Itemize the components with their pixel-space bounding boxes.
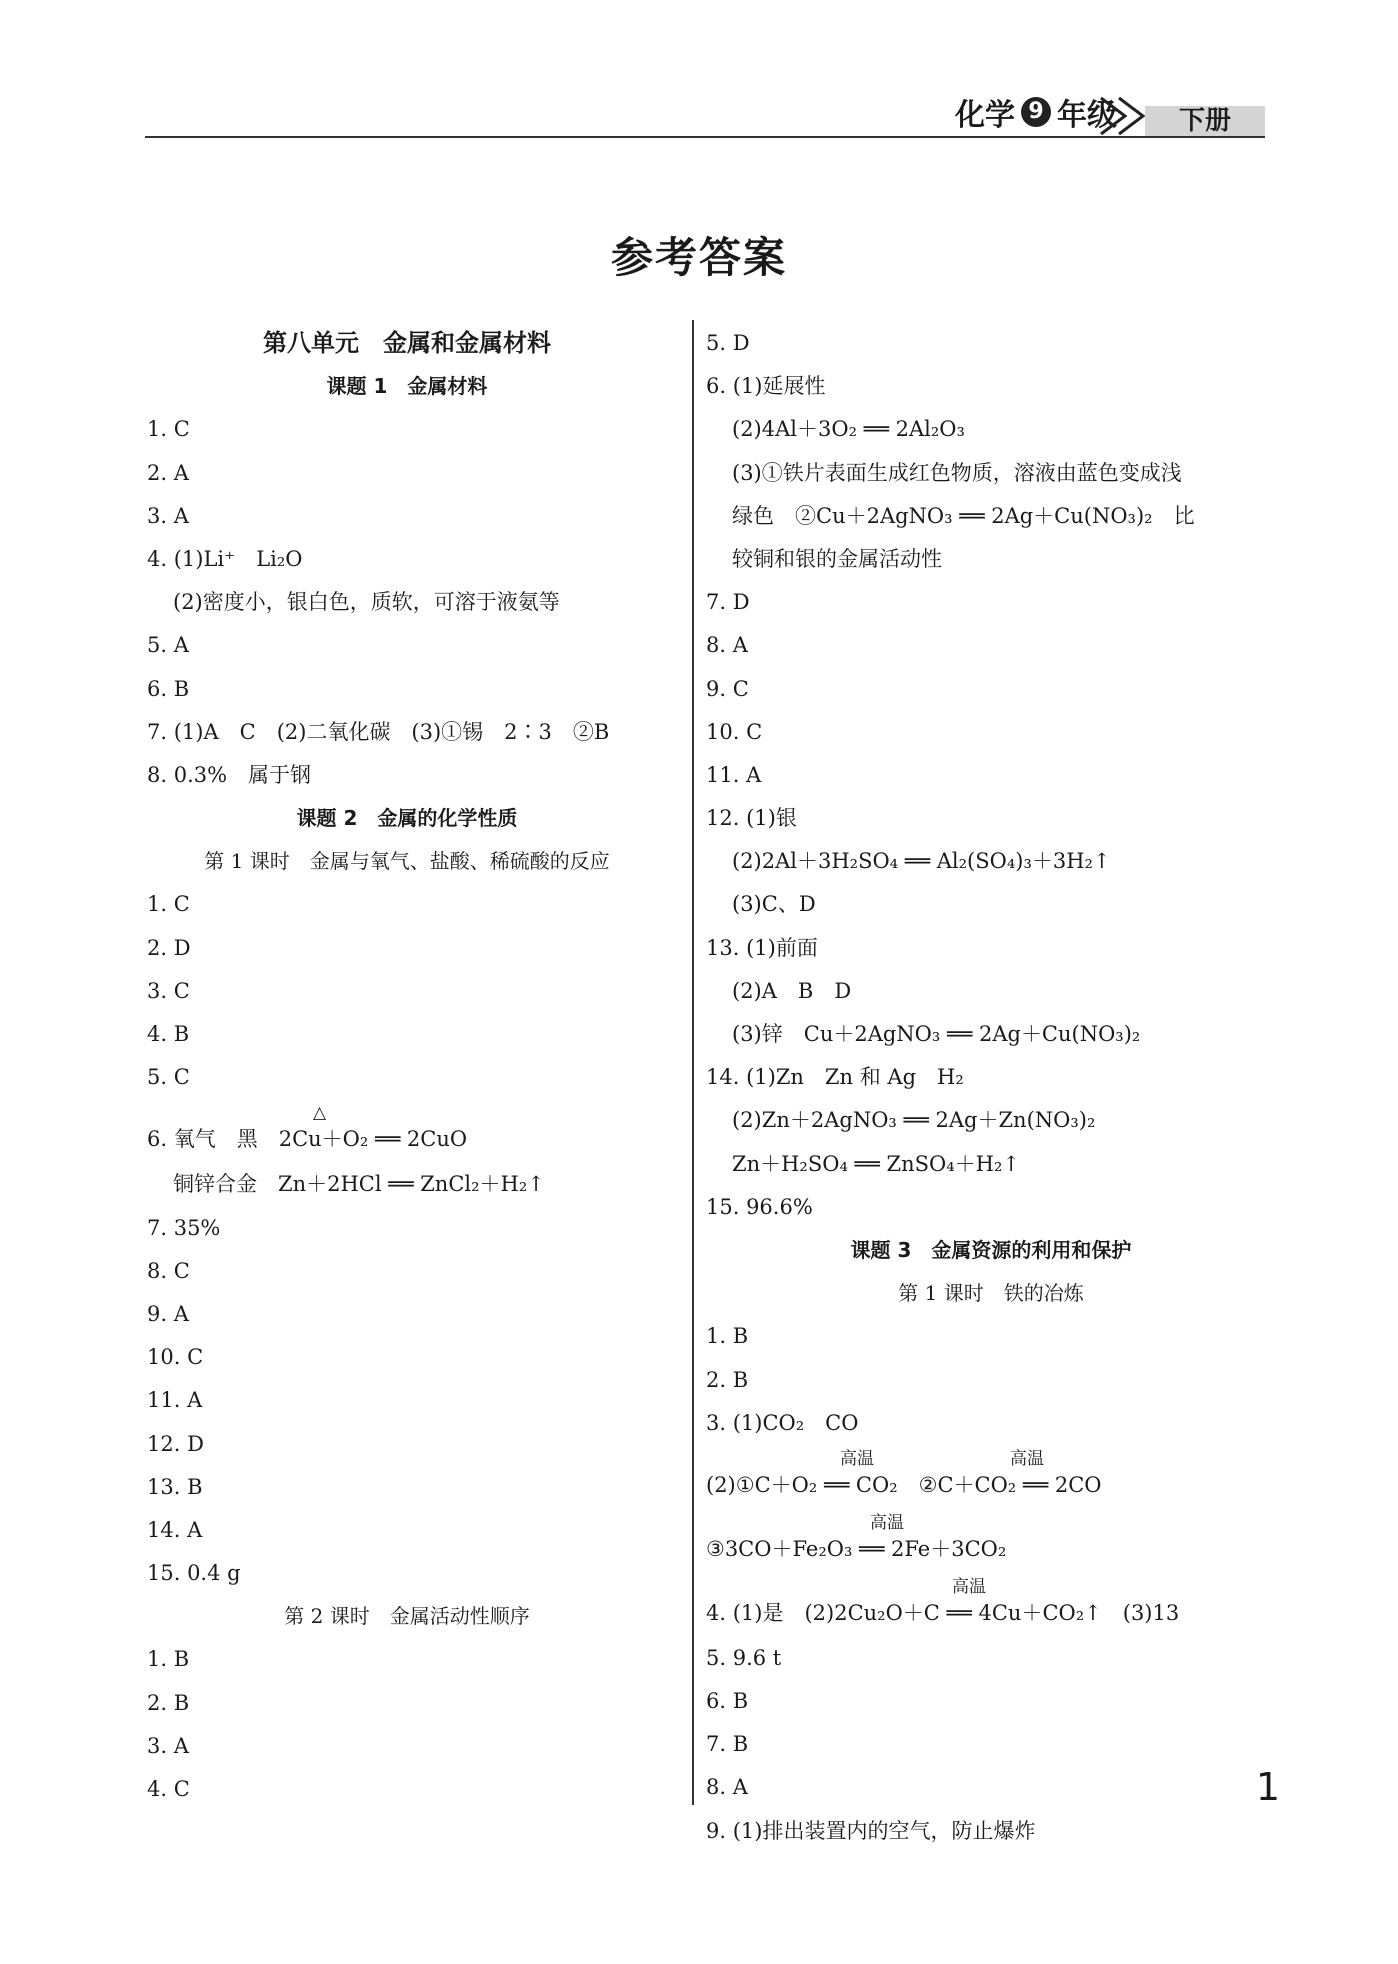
answer-text: 12. (1)银 [706,806,797,831]
section-heading [147,797,667,840]
section-heading [147,1595,667,1638]
answer-text: 9. (1)排出装置内的空气，防止爆炸 [706,1818,1036,1843]
answer-text: 10. C [706,719,763,744]
answer-line [706,1509,1276,1573]
answer-text: (2)密度小，银白色，质软，可溶于液氨等 [173,590,560,615]
page-number: 1 [1255,1765,1280,1809]
answer-line [706,408,1276,451]
answer-line [147,1163,667,1206]
answer-line [706,970,1276,1013]
answer-line [147,1768,667,1811]
answer-text: 1. C [147,892,190,917]
answer-line [147,883,667,926]
answer-text: (2)A B D [732,978,852,1003]
reaction-condition: 高温 [870,1512,904,1533]
answer-line [147,1293,667,1336]
answer-line [706,1186,1276,1229]
answer-text: 课题 2 金属的化学性质 [296,806,518,831]
answer-line [147,1056,667,1099]
answer-text: 2. A [147,460,189,485]
page-title: 参考答案 [610,233,787,282]
answer-text: 7. (1)A C (2)二氧化碳 (3)①锡 2∶3 ②B [147,719,610,744]
answer-text: (2)4Al＋3O₂ ══ 2Al₂O₃ [732,417,965,442]
reaction-condition: 高温 高温 [840,1448,1044,1469]
answer-line [706,927,1276,970]
answer-line [706,1445,1276,1509]
answer-text: 15. 0.4 g [147,1561,241,1586]
answer-line [706,1723,1276,1766]
answer-line [706,1359,1276,1402]
answer-text: 第 2 课时 金属活动性顺序 [284,1604,530,1629]
answer-text: (2)2Al＋3H₂SO₄ ══ Al₂(SO₄)₃＋3H₂↑ [732,849,1111,874]
answer-text: 铜锌合金 Zn＋2HCl ══ ZnCl₂＋H₂↑ [173,1172,545,1197]
answer-line [706,1099,1276,1142]
answer-line [706,1810,1276,1853]
answer-line [147,754,667,797]
section-heading [706,1229,1276,1272]
answer-text: 10. C [147,1345,204,1370]
answer-line [147,711,667,754]
answer-text: 7. B [706,1732,749,1757]
answer-line [706,1766,1276,1809]
answer-text: (2)Zn＋2AgNO₃ ══ 2Ag＋Zn(NO₃)₂ [732,1108,1096,1133]
answer-text: 9. C [706,676,749,701]
answer-text: 3. C [147,978,190,1003]
answer-text: 15. 96.6% [706,1194,813,1219]
answer-line [706,1013,1276,1056]
answer-text: 4. (1)是 (2)2Cu₂O＋C ══ 4Cu＋CO₂↑ (3)13 [706,1600,1180,1625]
answer-text: 2. B [147,1690,190,1715]
answer-line [147,1250,667,1293]
answer-text: 7. D [706,590,750,615]
answer-text: (3)锌 Cu＋2AgNO₃ ══ 2Ag＋Cu(NO₃)₂ [732,1022,1141,1046]
section-heading [147,322,667,365]
answer-text: 2. B [706,1367,749,1392]
answer-line [706,581,1276,624]
answer-text: 第 1 课时 铁的冶炼 [898,1281,1084,1306]
answer-line [706,754,1276,797]
answer-line [706,1637,1276,1680]
answer-text: 1. C [147,417,190,442]
answer-text: 5. D [706,331,750,355]
answer-text: 8. A [706,633,748,658]
answer-line [147,668,667,711]
answer-line [147,1207,667,1250]
answer-line [706,883,1276,926]
answer-text: 7. 35% [147,1215,221,1240]
answer-text: 课题 3 金属资源的利用和保护 [850,1237,1132,1262]
answer-line [706,711,1276,754]
answer-text: 6. B [706,1689,749,1714]
answer-line [706,365,1276,408]
answer-line [706,1573,1276,1637]
answer-text: 4. C [147,1777,190,1801]
left-column [147,322,667,1811]
section-heading [147,840,667,883]
answer-text: 5. C [147,1065,190,1090]
answer-line [706,452,1276,495]
answer-text: 课题 1 金属材料 [326,374,488,399]
answer-line [147,495,667,538]
section-heading [147,365,667,408]
header-subject [955,90,1117,134]
answer-text: 第 1 课时 金属与氧气、盐酸、稀硫酸的反应 [204,849,610,874]
answer-line [147,1013,667,1056]
answer-text: 11. A [706,762,762,787]
answer-text: 1. B [706,1324,749,1349]
answer-text: 14. A [147,1517,203,1542]
answer-line [147,1725,667,1768]
answer-line [706,1402,1276,1445]
answer-text: 6. (1)延展性 [706,374,826,399]
answer-line [706,495,1276,538]
answer-text: (3)①铁片表面生成红色物质，溶液由蓝色变成浅 [732,460,1182,485]
answer-line [147,408,667,451]
answer-line [706,322,1276,365]
answer-line [147,1336,667,1379]
answer-text: 绿色 ②Cu＋2AgNO₃ ══ 2Ag＋Cu(NO₃)₂ 比 [732,503,1195,528]
answer-text: 3. (1)CO₂ CO [706,1410,859,1435]
answer-text: 8. A [706,1775,748,1800]
answer-line [147,452,667,495]
answer-line [706,797,1276,840]
volume-label: 下册 [1145,106,1265,136]
answer-text: 6. B [147,676,190,701]
answer-line [147,1682,667,1725]
answer-text: (2)①C＋O₂ ══ CO₂ ②C＋CO₂ ══ 2CO [706,1472,1102,1497]
answer-line [147,581,667,624]
answer-line [147,927,667,970]
right-column [706,322,1276,1853]
answer-text: 5. 9.6 t [706,1645,782,1670]
answer-text: 较铜和银的金属活动性 [732,546,942,571]
answer-text: 14. (1)Zn Zn 和 Ag H₂ [706,1065,964,1090]
answer-line [147,1466,667,1509]
answer-line [706,538,1276,581]
answer-line [147,1509,667,1552]
answer-line [706,1680,1276,1723]
answer-line [706,1143,1276,1186]
answer-line [147,1638,667,1681]
answer-text: 11. A [147,1388,203,1413]
header-rule [145,136,1265,138]
answer-text: 5. A [147,633,189,658]
answer-line [147,1099,667,1163]
answer-text: 第八单元 金属和金属材料 [263,329,551,357]
answer-text: 4. (1)Li⁺ Li₂O [147,546,303,571]
answer-text: ③3CO＋Fe₂O₃ ══ 2Fe＋3CO₂ [706,1536,1007,1561]
answer-text: 4. B [147,1022,190,1046]
answer-text: 13. B [147,1474,203,1499]
grade-badge: 9 [1021,97,1051,127]
answer-text: 3. A [147,1733,189,1758]
answer-line [147,538,667,581]
answer-text: 8. 0.3% 属于钢 [147,762,312,787]
answer-line [147,624,667,667]
answer-line [706,840,1276,883]
answer-line [706,1056,1276,1099]
column-divider [692,320,694,1805]
reaction-condition: 高温 [952,1576,986,1597]
section-heading [706,1272,1276,1315]
answer-line [147,1552,667,1595]
answer-text: 2. D [147,935,191,960]
answer-text: 3. A [147,503,189,528]
answer-line [147,970,667,1013]
subject-label: 化学 [955,98,1015,133]
answer-text: (3)C、D [732,892,816,917]
answer-line [706,668,1276,711]
answer-line [706,624,1276,667]
answer-text: Zn＋H₂SO₄ ══ ZnSO₄＋H₂↑ [732,1151,1020,1176]
answer-text: 13. (1)前面 [706,935,818,960]
reaction-condition: △ [313,1103,327,1124]
answer-text: 6. 氧气 黑 2Cu＋O₂ ══ 2CuO [147,1127,468,1152]
answer-text: 8. C [147,1258,190,1283]
grade-label: 年级 [1057,98,1117,133]
answer-line [147,1379,667,1422]
answer-text: 1. B [147,1647,190,1672]
answer-text: 9. A [147,1301,189,1326]
answer-line [706,1315,1276,1358]
answer-text: 12. D [147,1431,204,1456]
page-header [145,98,1265,138]
answer-line [147,1423,667,1466]
